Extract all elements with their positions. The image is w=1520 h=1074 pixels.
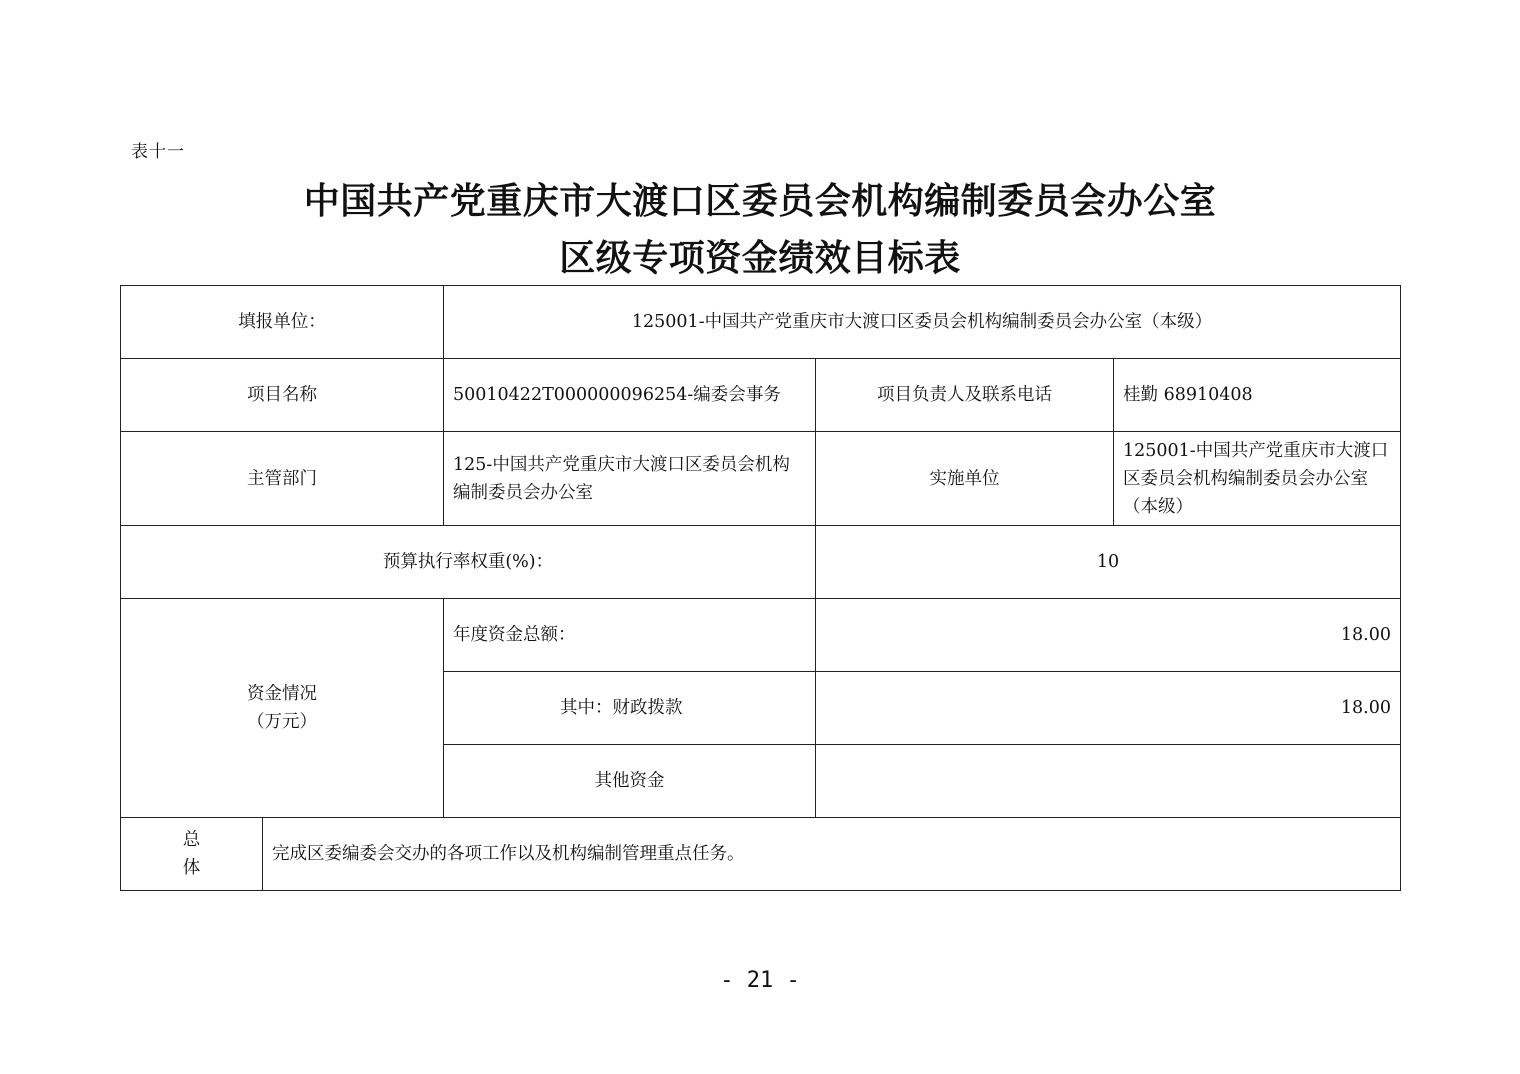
supervising-dept-label: 主管部门 (121, 432, 444, 526)
reporting-unit-label: 填报单位： (121, 286, 444, 359)
project-lead-label: 项目负责人及联系电话 (816, 359, 1114, 432)
project-name-label: 项目名称 (121, 359, 444, 432)
table-label: 表十一 (131, 142, 185, 162)
overall-label (121, 818, 263, 891)
department-row (121, 432, 1401, 526)
other-funds-label: 其他资金 (444, 745, 816, 818)
overall-label-line1: 总 (182, 830, 201, 850)
annual-total-row (121, 599, 1401, 672)
fiscal-allocation-label: 其中：财政拨款 (444, 672, 816, 745)
annual-total-label: 年度资金总额： (444, 599, 816, 672)
budget-weight-value: 10 (816, 526, 1401, 599)
performance-target-table (120, 285, 1401, 891)
document-title-line1: 中国共产党重庆市大渡口区委员会机构编制委员会办公室 (303, 180, 1217, 222)
page-number: - 21 - (720, 968, 800, 993)
other-funds-value (816, 745, 1401, 818)
document-title-line2: 区级专项资金绩效目标表 (559, 237, 961, 279)
budget-weight-label: 预算执行率权重(%)： (121, 526, 816, 599)
overall-goal-text: 完成区委编委会交办的各项工作以及机构编制管理重点任务。 (263, 818, 1401, 891)
reporting-unit-row (121, 286, 1401, 359)
project-name-value: 50010422T000000096254-编委会事务 (444, 359, 816, 432)
implementing-unit-value: 125001-中国共产党重庆市大渡口区委员会机构编制委员会办公室（本级） (1114, 432, 1401, 526)
implementing-unit-label: 实施单位 (816, 432, 1114, 526)
budget-weight-row (121, 526, 1401, 599)
funds-label (121, 599, 444, 818)
supervising-dept-value: 125-中国共产党重庆市大渡口区委员会机构编制委员会办公室 (444, 432, 816, 526)
fiscal-allocation-value: 18.00 (816, 672, 1401, 745)
overall-label-line2: 体 (182, 858, 201, 878)
funds-label-line1: 资金情况 (247, 684, 317, 704)
reporting-unit-value: 125001-中国共产党重庆市大渡口区委员会机构编制委员会办公室（本级） (444, 286, 1401, 359)
project-lead-value: 桂勤 68910408 (1114, 359, 1401, 432)
funds-label-line2: （万元） (247, 712, 317, 732)
annual-total-value: 18.00 (816, 599, 1401, 672)
project-name-row (121, 359, 1401, 432)
overall-goal-row (121, 818, 1401, 891)
